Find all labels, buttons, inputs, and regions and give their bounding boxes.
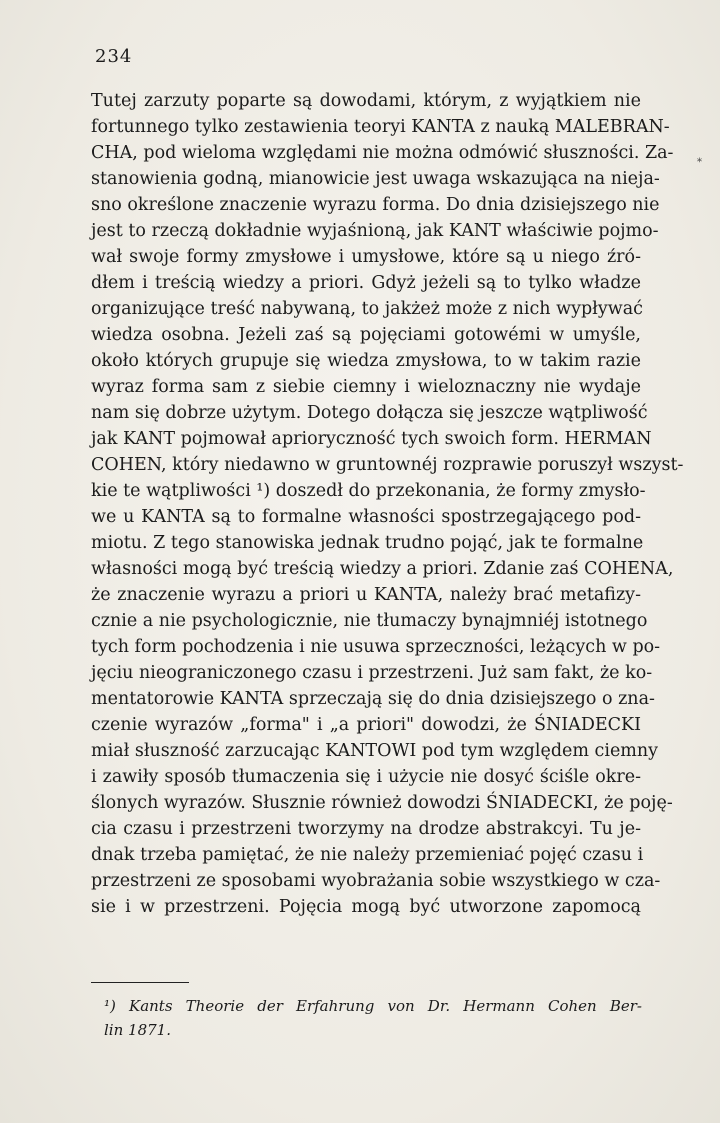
footnote-line: ¹) Kants Theorie der Erfahrung von Dr. Hermann Cohen Ber- bbox=[104, 997, 642, 1015]
text-line: jęciu nieograniczonego czasu i przestrzeni. Już sam fakt, że ko- bbox=[91, 663, 653, 683]
text-line: i zawiły sposób tłumaczenia się i użycie nie dosyć ściśle okre- bbox=[91, 767, 641, 787]
text-line: własności mogą być treścią wiedzy a priori. Zdanie zaś COHENA, bbox=[91, 559, 674, 579]
text-line: cznie a nie psychologicznie, nie tłumaczy bynajmniéj istotnego bbox=[91, 611, 648, 631]
footnote-rule bbox=[91, 982, 189, 983]
text-line: cia czasu i przestrzeni tworzymy na drodze abstrakcyi. Tu je- bbox=[91, 819, 641, 839]
text-line: Tutej zarzuty poparte są dowodami, którym, z wyjątkiem nie bbox=[91, 91, 641, 111]
text-line: że znaczenie wyrazu a priori u KANTA, należy brać metafizy- bbox=[91, 585, 641, 605]
text-line: nam się dobrze użytym. Dotego dołącza się jeszcze wątpliwość bbox=[91, 403, 648, 423]
page-number: 234 bbox=[95, 46, 133, 67]
text-line: dłem i treścią wiedzy a priori. Gdyż jeżeli są to tylko władze bbox=[91, 273, 641, 293]
text-line: czenie wyrazów „forma" i „a priori" dowodzi, że ŚNIADECKI bbox=[91, 715, 641, 735]
text-line: COHEN, który niedawno w gruntownéj rozprawie poruszył wszyst- bbox=[91, 455, 684, 475]
text-line: wyraz forma sam z siebie ciemny i wieloznaczny nie wydaje bbox=[91, 377, 641, 397]
text-line: wał swoje formy zmysłowe i umysłowe, które są u niego źró- bbox=[91, 247, 641, 267]
text-line: fortunnego tylko zestawienia teoryi KANTA z nauką MALEBRAN- bbox=[91, 117, 670, 137]
text-line: miał słuszność zarzucając KANTOWI pod tym względem ciemny bbox=[91, 741, 659, 761]
text-line: miotu. Z tego stanowiska jednak trudno pojąć, jak te formalne bbox=[91, 533, 644, 553]
text-line: sie i w przestrzeni. Pojęcia mogą być utworzone zapomocą bbox=[91, 897, 641, 917]
text-line: organizujące treść nabywaną, to jakżeż może z nich wypływać bbox=[91, 299, 643, 319]
text-line: mentatorowie KANTA sprzeczają się do dnia dzisiejszego o zna- bbox=[91, 689, 655, 709]
text-line: tych form pochodzenia i nie usuwa sprzeczności, leżących w po- bbox=[91, 637, 661, 657]
text-line: we u KANTA są to formalne własności spostrzegającego pod- bbox=[91, 507, 641, 527]
body-text bbox=[91, 88, 684, 920]
text-line: jak KANT pojmował aprioryczność tych swoich form. HERMAN bbox=[91, 429, 652, 449]
text-line: ślonych wyrazów. Słusznie również dowodzi ŚNIADECKI, że poję- bbox=[91, 793, 673, 813]
text-line: sno określone znaczenie wyrazu forma. Do dnia dzisiejszego nie bbox=[91, 195, 660, 215]
footnote bbox=[104, 994, 642, 1042]
text-line: CHA, pod wieloma względami nie można odmówić słuszności. Za- bbox=[91, 143, 674, 163]
text-line: stanowienia godną, mianowicie jest uwaga wskazująca na nieja- bbox=[91, 169, 660, 189]
margin-mark: * bbox=[697, 157, 702, 168]
text-line: dnak trzeba pamiętać, że nie należy przemieniać pojęć czasu i bbox=[91, 845, 644, 865]
text-line: około których grupuje się wiedza zmysłowa, to w takim razie bbox=[91, 351, 641, 371]
text-line: kie te wątpliwości ¹) doszedł do przekonania, że formy zmysło- bbox=[91, 481, 646, 501]
text-line: wiedza osobna. Jeżeli zaś są pojęciami gotowémi w umyśle, bbox=[91, 325, 641, 345]
text-line: jest to rzeczą dokładnie wyjaśnioną, jak KANT właściwie pojmo- bbox=[91, 221, 659, 241]
footnote-line: lin 1871. bbox=[104, 1021, 171, 1039]
text-line: przestrzeni ze sposobami wyobrażania sobie wszystkiego w cza- bbox=[91, 871, 661, 891]
